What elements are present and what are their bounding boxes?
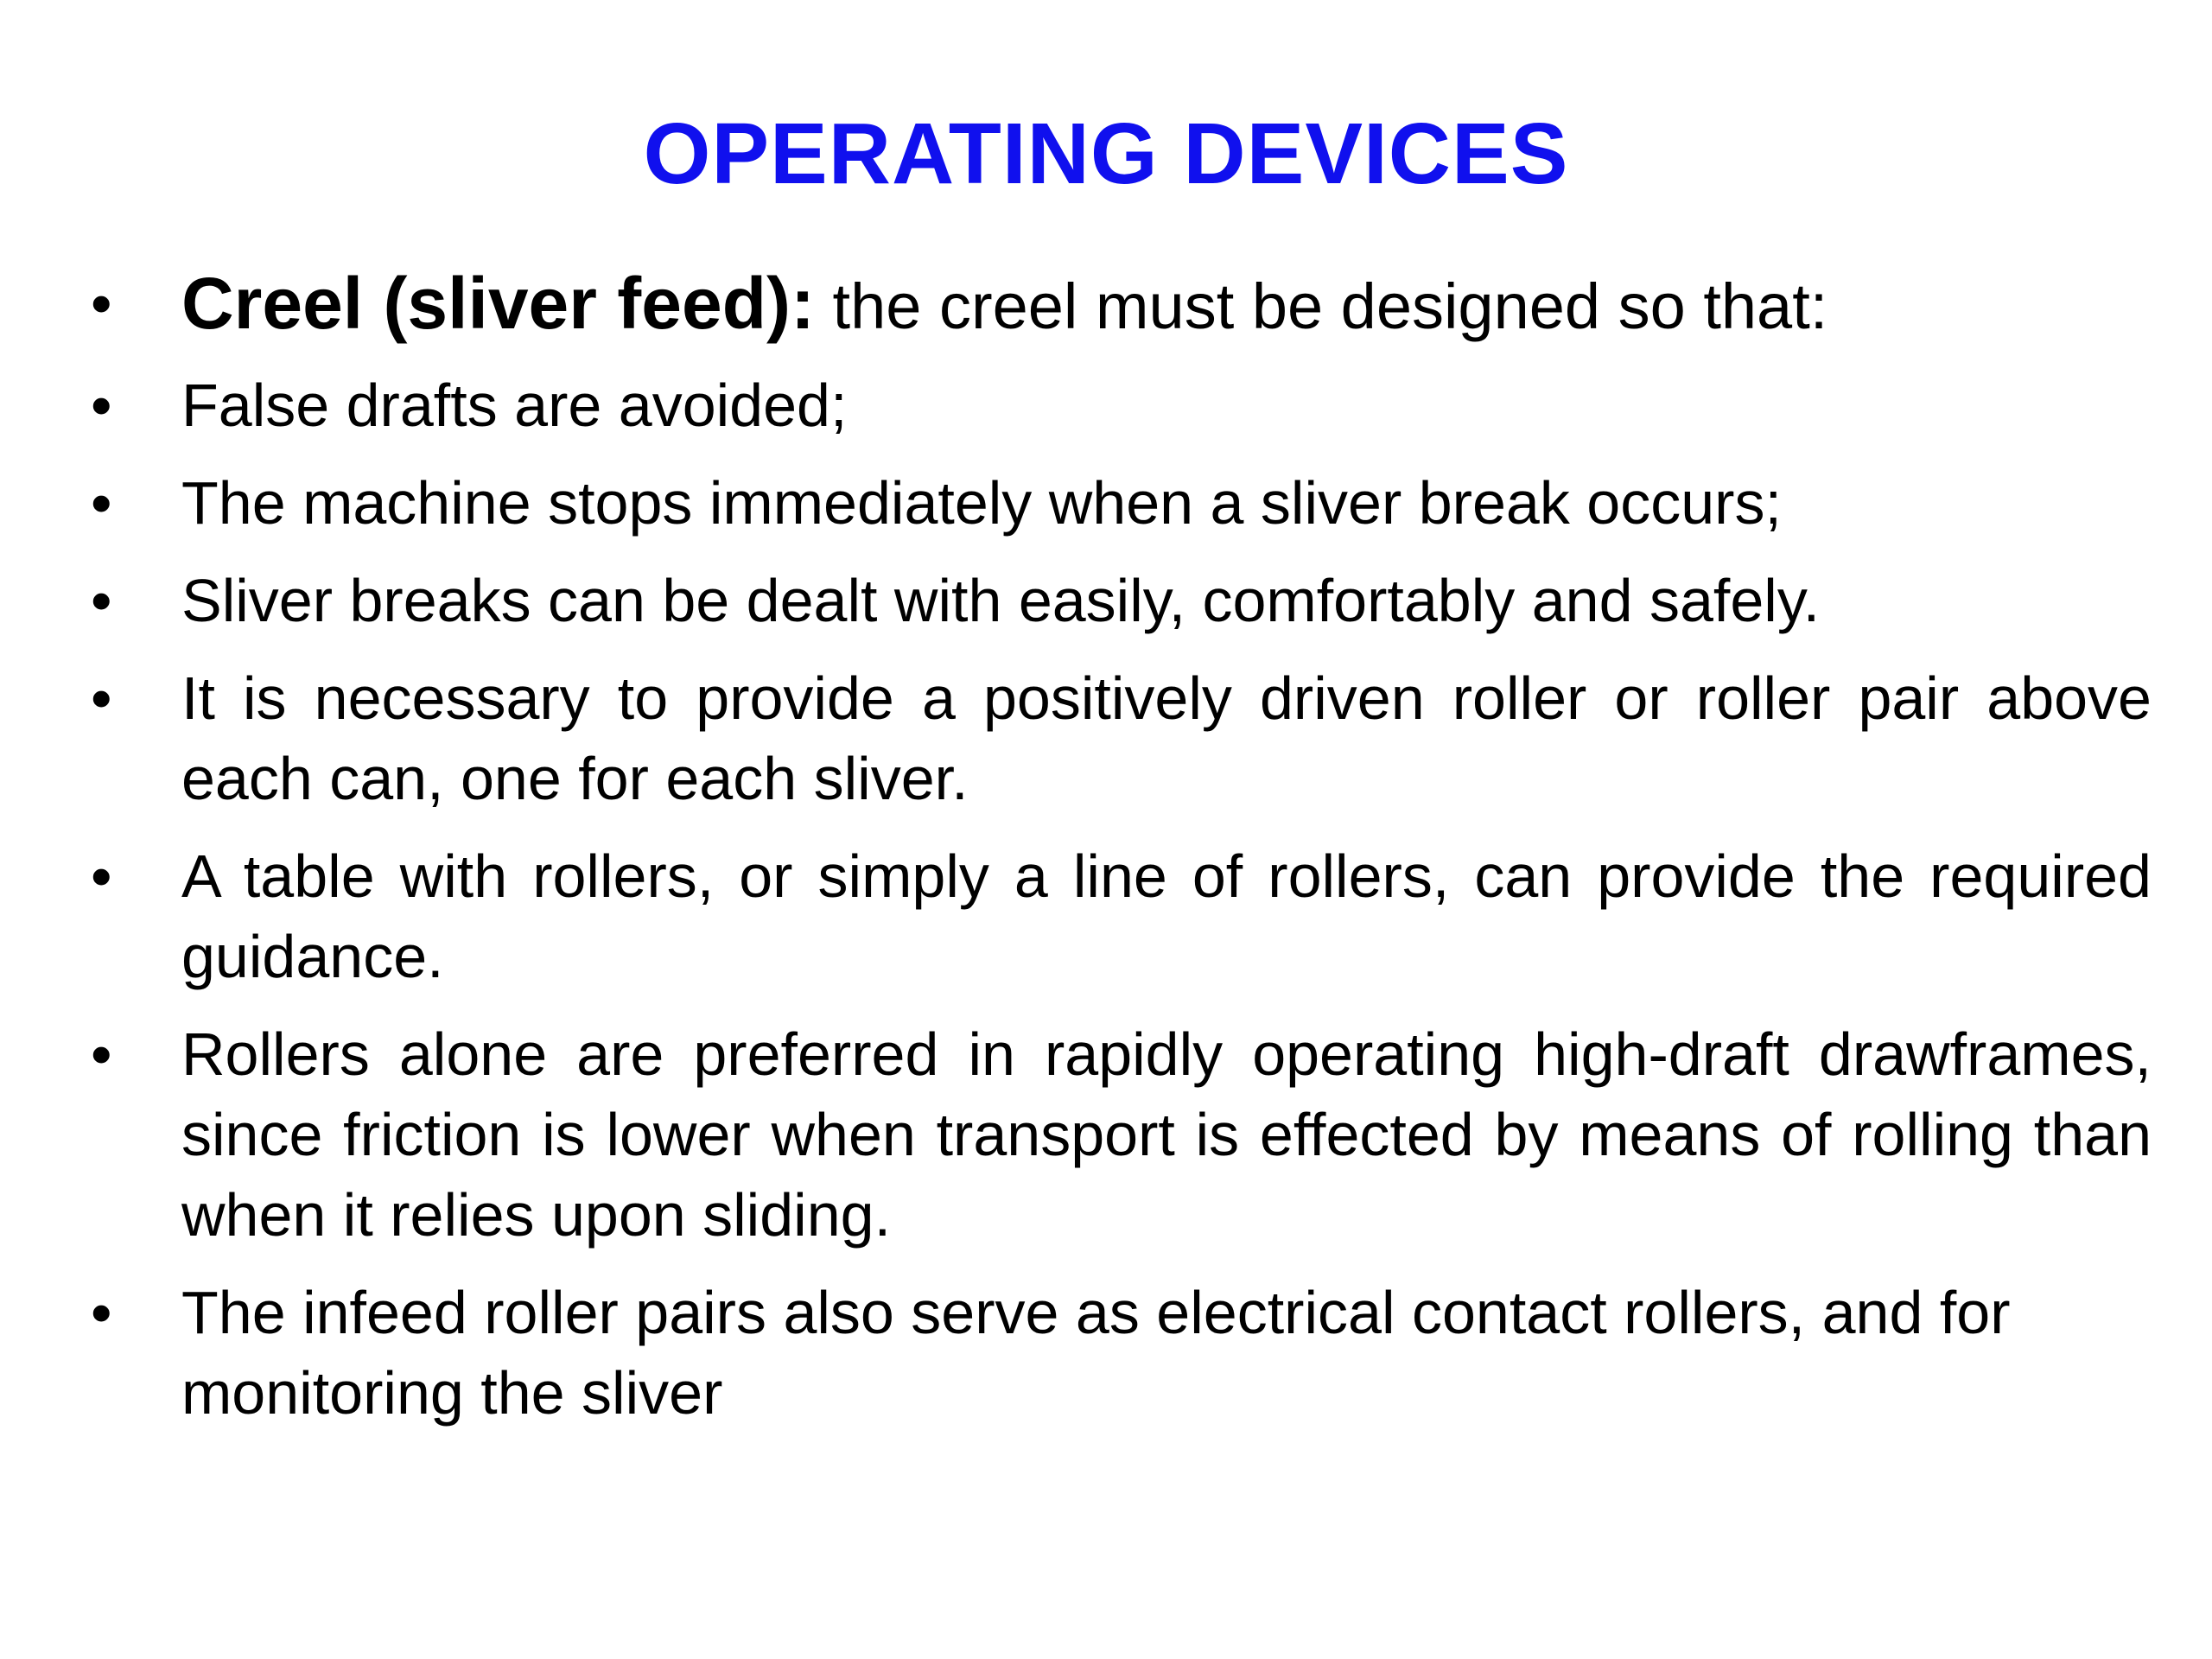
bullet-dot-icon: • — [91, 567, 112, 634]
bullet-item — [91, 836, 2152, 997]
bullet-text: Rollers alone are preferred in rapidly operating high-draft drawframes, since friction is lower when transport is effected by means of rolling than when it relies upon sliding. — [181, 1020, 2152, 1249]
bullet-heading: Creel (sliver feed): — [181, 263, 815, 344]
bullet-text: The machine stops immediately when a sliver break occurs; — [181, 469, 1782, 537]
bullet-text: The infeed roller pairs also serve as electrical contact rollers, and for monitoring the sliver — [181, 1279, 2011, 1427]
bullet-item — [91, 1273, 2152, 1433]
bullet-text: It is necessary to provide a positively driven roller or roller pair above each can, one for each sliver. — [181, 664, 2152, 812]
bullet-dot-icon: • — [91, 664, 112, 732]
bullet-dot-icon: • — [91, 469, 112, 537]
bullet-dot-icon: • — [91, 1020, 112, 1088]
bullet-dot-icon: • — [91, 372, 112, 439]
bullet-text: Sliver breaks can be dealt with easily, comfortably and safely. — [181, 567, 1821, 634]
slide-title: OPERATING DEVICES — [643, 105, 1569, 202]
bullet-list — [91, 264, 2152, 1451]
bullet-text: A table with rollers, or simply a line of rollers, can provide the required guidance. — [181, 842, 2152, 990]
bullet-item — [91, 365, 2152, 446]
bullet-text: False drafts are avoided; — [181, 372, 848, 439]
bullet-item — [91, 1014, 2152, 1255]
bullet-item — [91, 561, 2152, 641]
bullet-dot-icon: • — [91, 1279, 112, 1346]
bullet-item — [91, 463, 2152, 543]
bullet-dot-icon: • — [91, 270, 112, 337]
bullet-item-creel — [91, 264, 2152, 346]
bullet-item — [91, 658, 2152, 819]
bullet-dot-icon: • — [91, 842, 112, 910]
bullet-text: the creel must be designed so that: — [814, 270, 1828, 342]
